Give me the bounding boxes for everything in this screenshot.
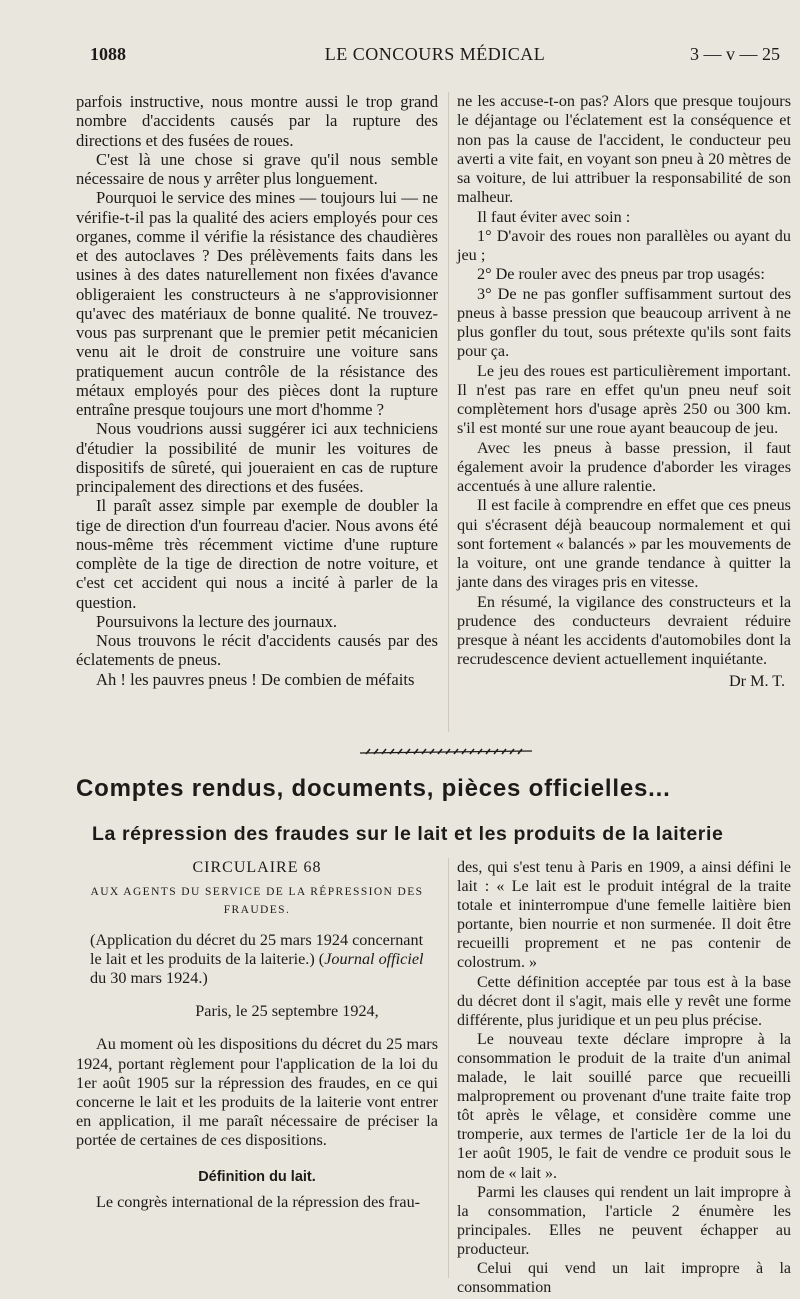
paragraph: Parmi les clauses qui rendent un lait impropre à la consommation, l'article 2 énumère les principales. Elles ne peuvent échapper au producteur. xyxy=(457,1183,791,1258)
paragraph: des, qui s'est tenu à Paris en 1909, a ainsi défini le lait : « Le lait est le produit intégral de la traite totale et ininterrompue d'une femelle laitière bien portante, bien nourrie et non surmenée. Il doit être recueilli proprement et ne pas contenir de colostrum. » xyxy=(457,859,791,972)
paragraph: parfois instructive, nous montre aussi le trop grand nombre d'accidents causés par la rupture des directions et des fusées de roues. xyxy=(76,92,438,150)
column-rule xyxy=(448,92,449,732)
paragraph: En résumé, la vigilance des constructeurs et la prudence des conducteurs devraient réduire presque à néant les accidents d'automobiles dont la recrudescence devient actuellement inquiétante. xyxy=(457,592,791,669)
paragraph: ne les accuse-t-on pas? Alors que presque toujours le déjantage ou l'éclatement est la conséquence et non pas la cause de l'accident, le conducteur peu averti a vite fait, en voyant son pneu à 20 mètres de sa voiture, de lui attribuer la responsabilité de son malheur. xyxy=(457,92,791,207)
top-right-column xyxy=(457,92,791,691)
application-text: (Application du décret du 25 mars 1924 concernant le lait et les produits de la laiterie.) ( xyxy=(90,931,424,969)
paragraph: Il est facile à comprendre en effet que ces pneus qui s'écrasent déjà beaucoup normalement et qui sont fortement « balancés » par les mouvements de la voiture, ont une grande tendance à quitter la jante dans des virages pris en vitesse. xyxy=(457,496,791,592)
place-date: Paris, le 25 septembre 1924, xyxy=(195,1002,379,1021)
bottom-right-column xyxy=(457,858,791,1297)
list-item: 2° De rouler avec des pneus par trop usagés: xyxy=(477,265,765,284)
list-item: 3° De ne pas gonfler suffisamment surtout des pneus à basse pression que beaucoup arrivent à ne plus gonfler du tout, sous prétexte qu'ils sont faits pour ça. xyxy=(457,284,791,361)
application-end: du 30 mars 1924.) xyxy=(90,969,208,988)
issue-date: 3 — v — 25 xyxy=(690,44,780,64)
section-title: Comptes rendus, documents, pièces officielles... xyxy=(76,775,671,802)
article-title: La répression des fraudes sur le lait et les produits de la laiterie xyxy=(92,823,724,845)
author-signature: Dr M. T. xyxy=(728,671,785,690)
ornament-rule xyxy=(356,747,536,757)
column-rule xyxy=(448,858,449,1278)
circular-addressee: AUX AGENTS DU SERVICE DE LA RÉPRESSION DES FRAUDES. xyxy=(90,886,424,917)
top-left-column xyxy=(76,92,438,689)
journal-reference: Journal officiel xyxy=(324,950,424,969)
paragraph: Nous voudrions aussi suggérer ici aux techniciens d'étudier la possibilité de munir les voitures de dispositifs de sûreté, qui joueraient en cas de rupture principalement des directions et des fusées. xyxy=(76,419,438,496)
paragraph: Le congrès international de la répression des frau- xyxy=(96,1193,421,1212)
paragraph: Poursuivons la lecture des journaux. xyxy=(96,611,338,631)
paragraph: Le jeu des roues est particulièrement important. Il n'est pas rare en effet qu'un pneu neuf soit complètement hors d'usage après 250 ou 300 km. s'il est monté sur une roue ayant beaucoup de jeu. xyxy=(457,361,791,438)
paragraph: Avec les pneus à basse pression, il faut également avoir la prudence d'aborder les virages accentués à une allure ralentie. xyxy=(457,438,791,495)
paragraph: Il faut éviter avec soin : xyxy=(477,207,631,226)
list-item: 1° D'avoir des roues non parallèles ou ayant du jeu ; xyxy=(457,226,791,264)
paragraph: Nous trouvons le récit d'accidents causés par des éclatements de pneus. xyxy=(76,631,438,670)
paragraph: Pourquoi le service des mines — toujours lui — ne vérifie-t-il pas la qualité des aciers employés pour ces organes, comme il vérifie la résistance des chaudières et des autoclaves ? Des prélèvements faits dans les usines à des dates naturellement non fixées d'avance obligeraient les constructeurs à ne s'approvisionner qu'avec des matériaux de bonne qualité. Ne trouvez-vous pas surprenant que le premier petit mécanicien venu ait le droit de construire une voiture sans pratiquement aucun contrôle de la résistance des métaux employés pour des pièces dont la rupture entraîne presque toujours une mort d'homme ? xyxy=(76,188,438,419)
bottom-left-column xyxy=(76,858,438,1212)
journal-title: LE CONCOURS MÉDICAL xyxy=(324,44,546,64)
subheading: Définition du lait. xyxy=(198,1169,316,1186)
paragraph: Au moment où les dispositions du décret du 25 mars 1924, portant règlement pour l'application de la loi du 1er août 1905 sur la répression des fraudes, en ce qui concerne le lait et les produits de la laiterie vont entrer en application, il me paraît nécessaire de préciser la portée de certaines de ces dispositions. xyxy=(76,1035,438,1149)
paragraph: Ah ! les pauvres pneus ! De combien de méfaits xyxy=(96,669,415,689)
paragraph: Il paraît assez simple par exemple de doubler la tige de direction d'un fourreau d'acier. Nous avons été nous-même très récemment victime d'une rupture complète de la tige de direction de notre voiture, et c'est cet accident qui nous a incité à parler de la question. xyxy=(76,496,438,612)
circular-application xyxy=(76,931,438,988)
paragraph: C'est là une chose si grave qu'il nous semble nécessaire de nous y arrêter plus longuement. xyxy=(76,149,438,188)
page-number: 1088 xyxy=(90,44,126,64)
paragraph: Cette définition acceptée par tous est à la base du décret dont il s'agit, mais elle y revêt une forme différente, plus juridique et un peu plus précise. xyxy=(457,973,791,1029)
paragraph: Le nouveau texte déclare impropre à la consommation le produit de la traite d'un animal malade, le lait souillé parce que recueilli malproprement ou provenant d'une traite faite trop tôt après le vêlage, et considère comme une tromperie, aux termes de l'article 1er de la loi du 1er août 1905, le fait de vendre ce produit sous le nom de « lait ». xyxy=(457,1030,791,1182)
circular-number: CIRCULAIRE 68 xyxy=(192,859,322,876)
paragraph: Celui qui vend un lait impropre à la consommation xyxy=(457,1259,791,1297)
running-header xyxy=(90,44,780,68)
